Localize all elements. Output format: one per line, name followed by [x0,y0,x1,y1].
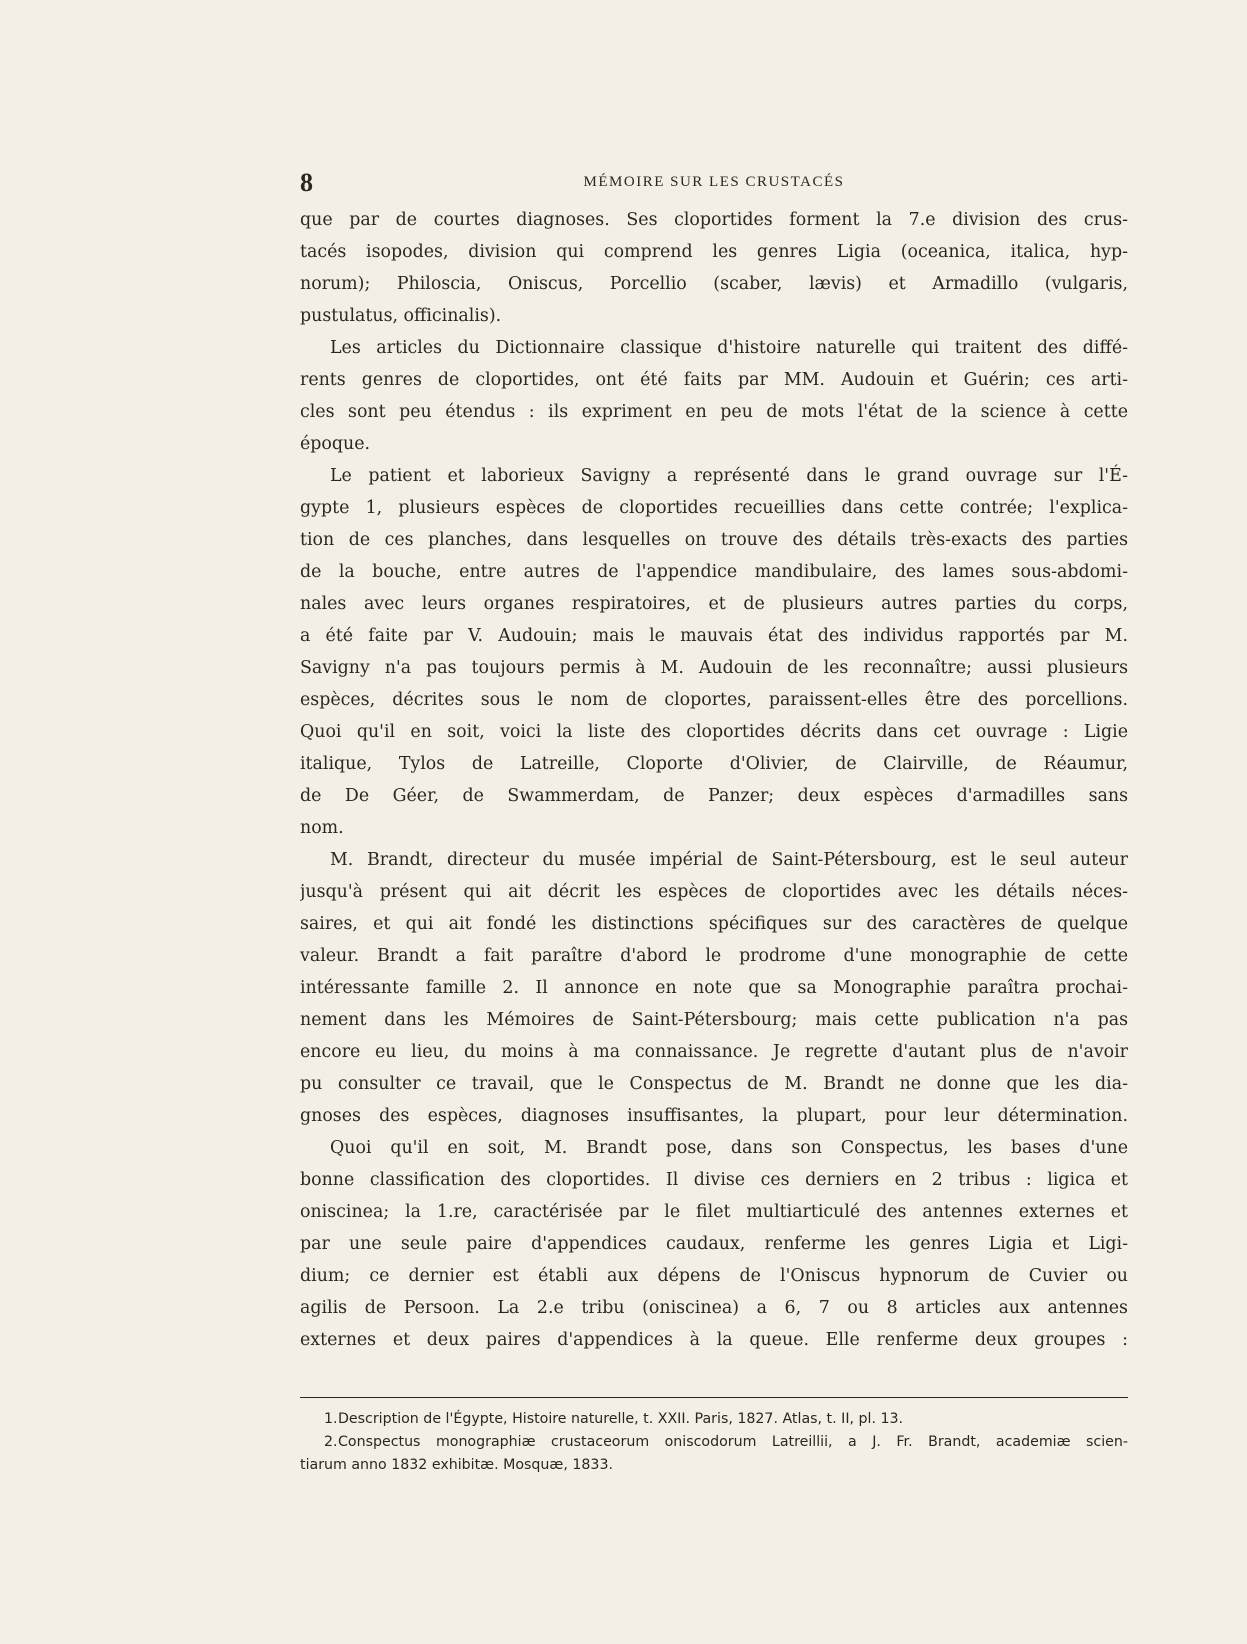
footnote-number: 1. [324,1411,338,1427]
text-line: Quoi qu'il en soit, M. Brandt pose, dans son Conspectus, les bases d'une [330,1138,1128,1158]
text-line: pu consulter ce travail, que le Conspectus de M. Brandt ne donne que les dia- [300,1074,1128,1094]
text-line: gypte 1, plusieurs espèces de cloportides recueillies dans cette contrée; l'explica- [300,498,1128,518]
text-line: rents genres de cloportides, ont été faits par MM. Audouin et Guérin; ces arti- [300,370,1128,390]
footnote-line [300,1408,1128,1431]
text-line: M. Brandt, directeur du musée impérial de Saint-Pétersbourg, est le seul auteur [330,850,1128,870]
text-line: nom. [300,818,344,838]
text-line: saires, et qui ait fondé les distinctions spécifiques sur des caractères de quelque [300,914,1128,934]
running-title: MÉMOIRE SUR LES CRUSTACÉS [583,174,845,190]
text-line: cles sont peu étendus : ils expriment en peu de mots l'état de la science à cette [300,402,1128,422]
text-line: a été faite par V. Audouin; mais le mauvais état des individus rapportés par M. [300,626,1128,646]
text-line: nales avec leurs organes respiratoires, et de plusieurs autres parties du corps, [300,594,1128,614]
footnote-text: Description de l'Égypte, Histoire naturelle, t. XXII. Paris, 1827. Atlas, t. II, pl. 13. [338,1411,904,1427]
text-line: Le patient et laborieux Savigny a représenté dans le grand ouvrage sur l'É- [330,466,1128,486]
footnote-text: tiarum anno 1832 exhibitæ. Mosquæ, 1833. [300,1457,613,1473]
footnotes [300,1408,1128,1477]
text-line: espèces, décrites sous le nom de cloportes, paraissent-elles être des porcellions. [300,690,1128,710]
footnote-divider [300,1397,1128,1398]
text-line: que par de courtes diagnoses. Ses cloportides forment la 7.e division des crus- [300,210,1128,230]
text-line: Les articles du Dictionnaire classique d'histoire naturelle qui traitent des diffé- [330,338,1128,358]
text-line: dium; ce dernier est établi aux dépens de l'Oniscus hypnorum de Cuvier ou [300,1266,1128,1286]
text-line: de De Géer, de Swammerdam, de Panzer; deux espèces d'armadilles sans [300,786,1128,806]
body-text [300,204,1128,1356]
text-line: valeur. Brandt a fait paraître d'abord le prodrome d'une monographie de cette [300,946,1128,966]
text-line: Quoi qu'il en soit, voici la liste des cloportides décrits dans cet ouvrage : Ligie [300,722,1128,742]
text-line: époque. [300,434,371,454]
footnote-line [300,1454,1128,1477]
text-line: gnoses des espèces, diagnoses insuffisantes, la plupart, pour leur détermination. [300,1106,1128,1126]
text-line: italique, Tylos de Latreille, Cloporte d'Olivier, de Clairville, de Réaumur, [300,754,1128,774]
text-line: pustulatus, officinalis). [300,306,502,326]
footnote-line [300,1431,1128,1454]
text-line: tacés isopodes, division qui comprend les genres Ligia (oceanica, italica, hyp- [300,242,1128,262]
text-line: oniscinea; la 1.re, caractérisée par le filet multiarticulé des antennes externes et [300,1202,1128,1222]
page-header [300,168,1128,198]
text-line: nement dans les Mémoires de Saint-Pétersbourg; mais cette publication n'a pas [300,1010,1128,1030]
text-line: bonne classification des cloportides. Il divise ces derniers en 2 tribus : ligica et [300,1170,1128,1190]
footnote-text: Conspectus monographiæ crustaceorum oniscodorum Latreillii, a J. Fr. Brandt, academiæ scien- [338,1434,1128,1450]
text-line: jusqu'à présent qui ait décrit les espèces de cloportides avec les détails néces- [300,882,1128,902]
text-line: encore eu lieu, du moins à ma connaissance. Je regrette d'autant plus de n'avoir [300,1042,1128,1062]
text-line: intéressante famille 2. Il annonce en note que sa Monographie paraîtra prochai- [300,978,1128,998]
text-line: par une seule paire d'appendices caudaux, renferme les genres Ligia et Ligi- [300,1234,1128,1254]
text-line: de la bouche, entre autres de l'appendice mandibulaire, des lames sous-abdomi- [300,562,1128,582]
text-line: externes et deux paires d'appendices à la queue. Elle renferme deux groupes : [300,1330,1128,1350]
text-line: agilis de Persoon. La 2.e tribu (oniscinea) a 6, 7 ou 8 articles aux antennes [300,1298,1128,1318]
text-line: tion de ces planches, dans lesquelles on trouve des détails très-exacts des parties [300,530,1128,550]
footnote-number: 2. [324,1434,338,1450]
text-line: norum); Philoscia, Oniscus, Porcellio (scaber, lævis) et Armadillo (vulgaris, [300,274,1128,294]
page-number: 8 [300,168,313,197]
text-line: Savigny n'a pas toujours permis à M. Audouin de les reconnaître; aussi plusieurs [300,658,1128,678]
